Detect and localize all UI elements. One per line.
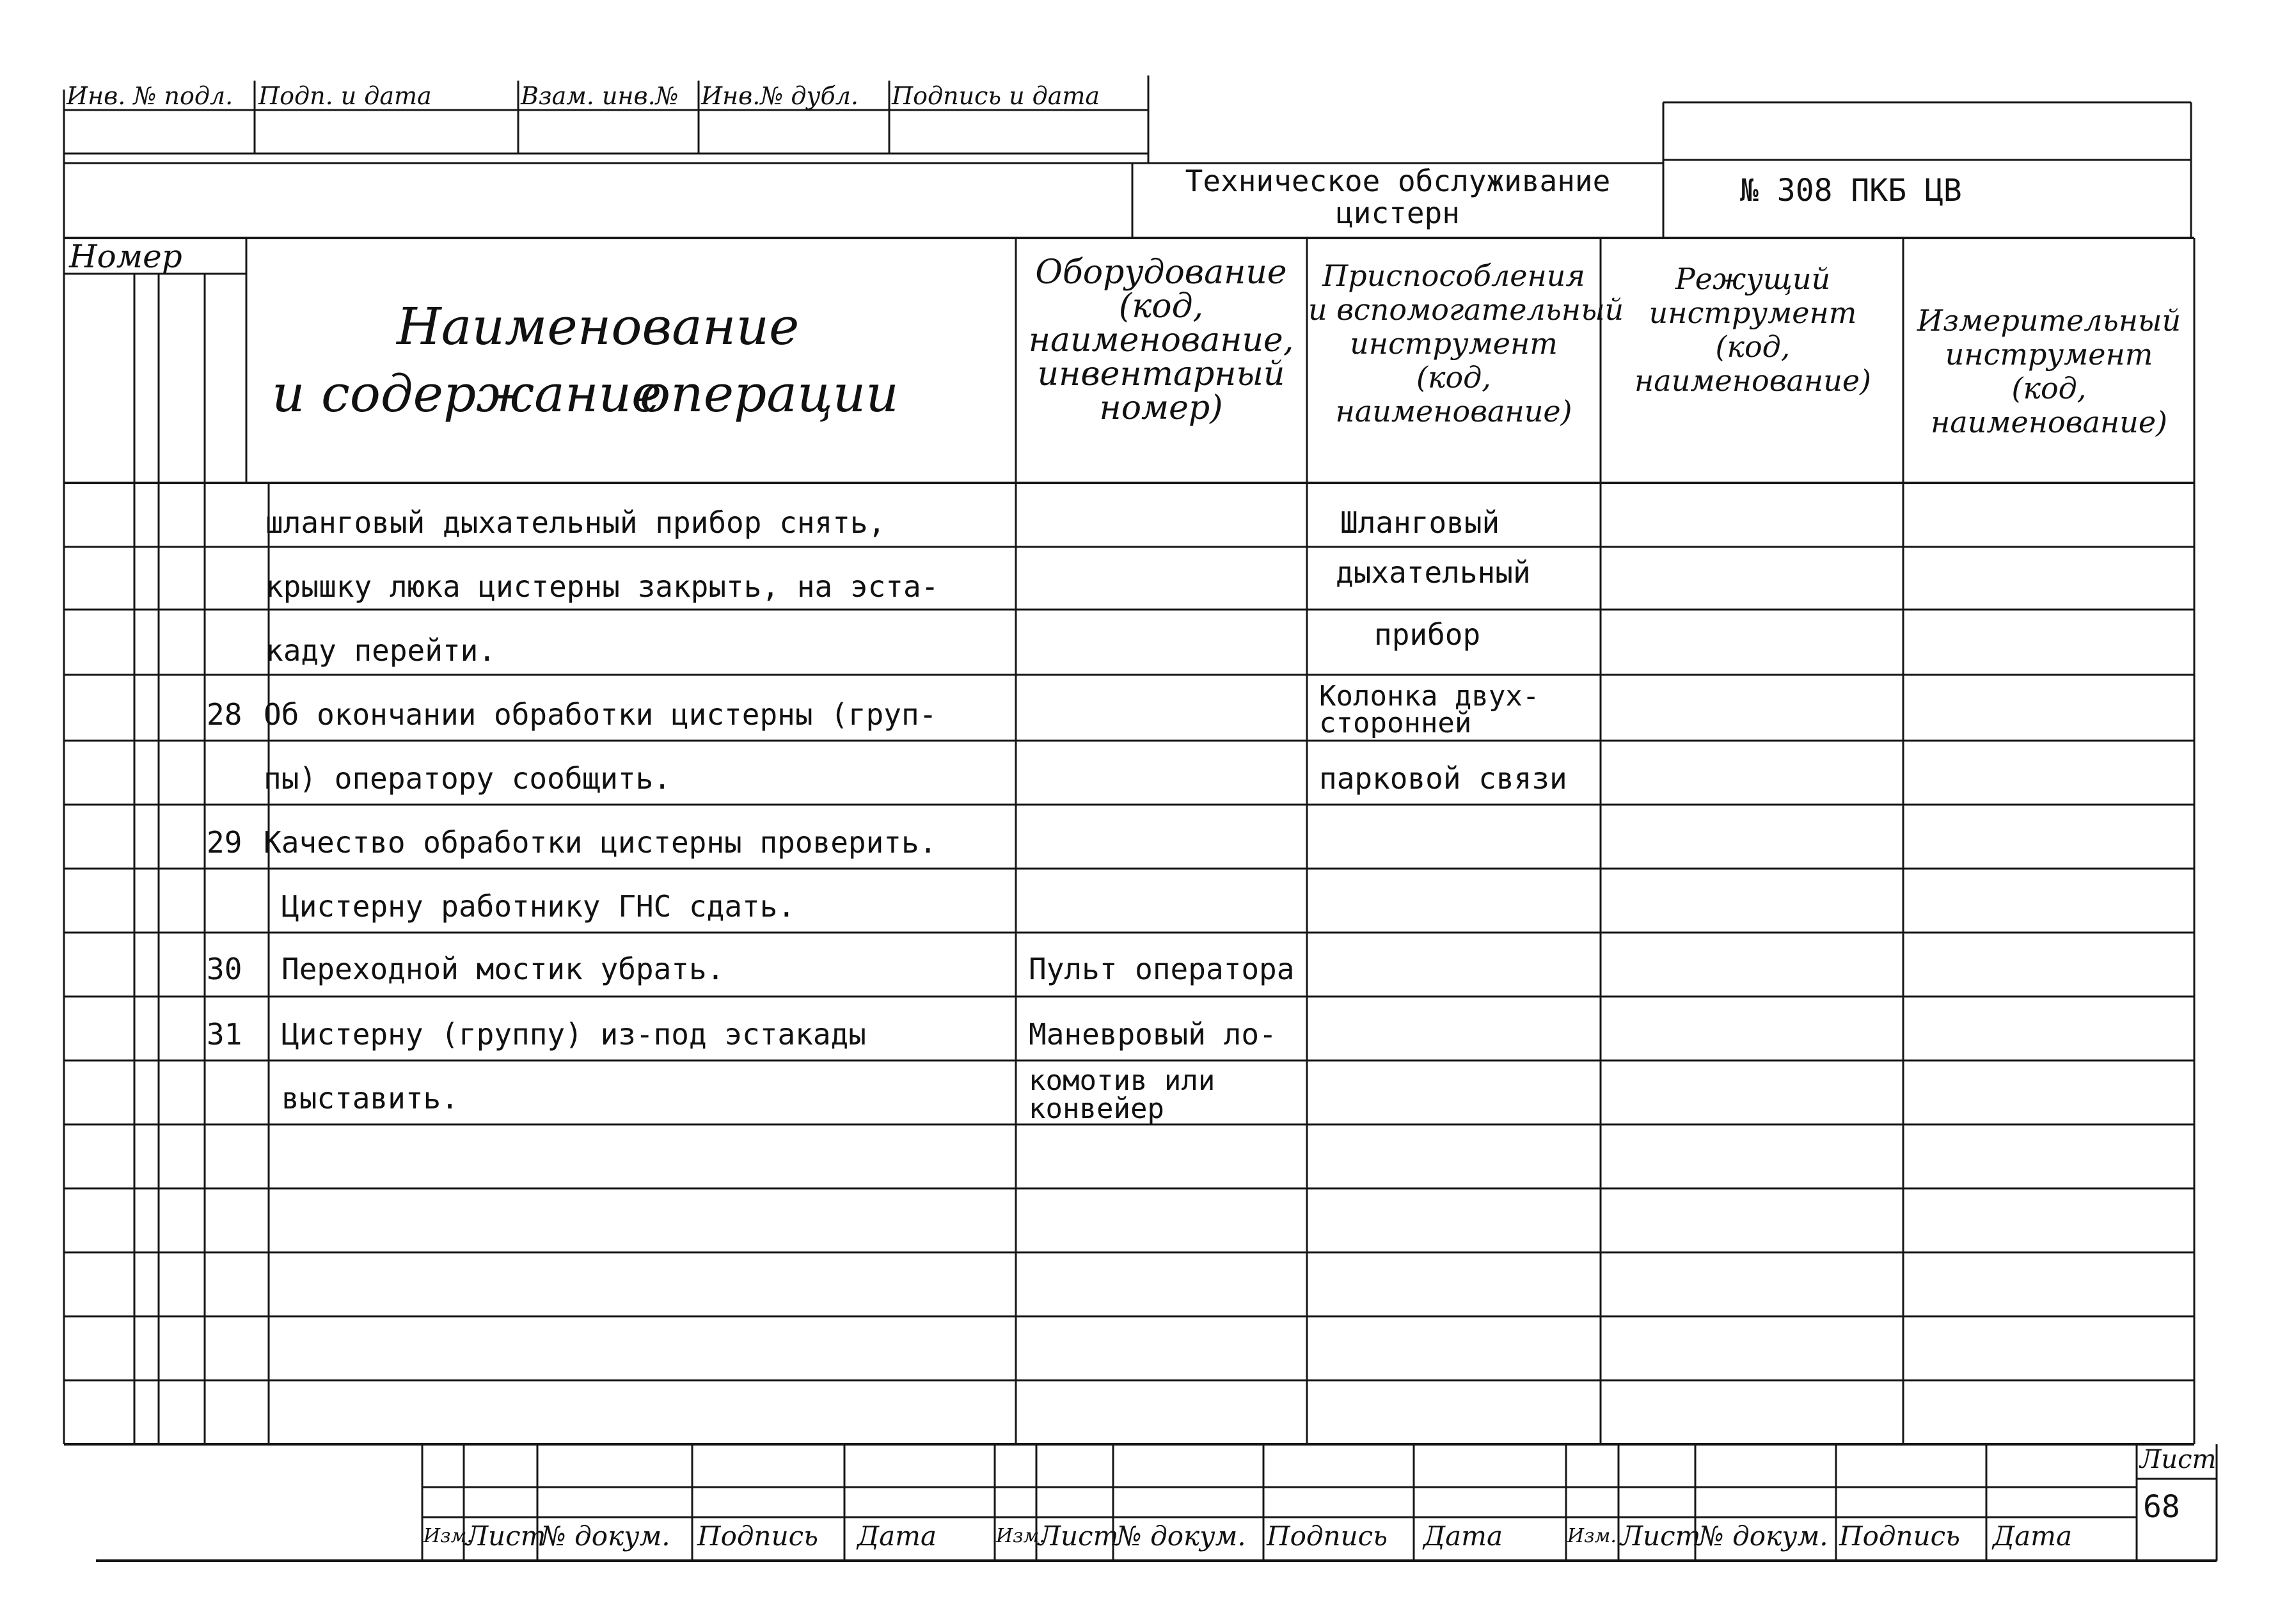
row-text: Качество обработки цистерны проверить.	[264, 825, 937, 860]
row-text: Об окончании обработки цистерны (груп-	[264, 697, 937, 732]
row-text: крышку люка цистерны закрыть, на эста-	[265, 569, 939, 604]
cutting-h3: наименование)	[1634, 363, 1871, 398]
row-equipment: Маневровый ло-	[1029, 1017, 1277, 1052]
row-equipment-line1: комотив или	[1029, 1064, 1215, 1097]
col-fixtures-header	[1308, 258, 1624, 429]
sheet-label: Лист	[2140, 1445, 2217, 1474]
footer-cell: Изм.	[996, 1525, 1045, 1547]
title-line-1: Техническое обслуживание	[1185, 164, 1611, 198]
row-text: Переходной мостик убрать.	[281, 952, 725, 986]
row-number: 30	[207, 952, 242, 986]
equipment-h3: инвентарный	[1037, 355, 1285, 394]
footer-cell: Подпись	[1267, 1520, 1388, 1552]
col-name-header-3: операции	[640, 364, 899, 423]
footer-cell: Лист	[466, 1520, 546, 1552]
fixtures-h2: инструмент	[1350, 326, 1558, 361]
fixtures-h4: наименование)	[1335, 393, 1572, 429]
row-text: Цистерну работнику ГНС сдать.	[281, 889, 796, 924]
row-equipment-line2: конвейер	[1029, 1092, 1164, 1125]
footer-cell: Дата	[1423, 1520, 1503, 1552]
cutting-h2: (код,	[1715, 329, 1791, 364]
cutting-h0: Режущий	[1675, 262, 1831, 296]
row-text: выставить.	[281, 1081, 459, 1116]
fixtures-h1: и вспомогательный	[1308, 292, 1624, 327]
fixtures-h0: Приспособления	[1322, 258, 1585, 293]
stamp-sign-date-2: Подпись и дата	[892, 82, 1100, 110]
fixtures-h3: (код,	[1416, 359, 1491, 395]
footer-cell: № докум.	[1698, 1520, 1828, 1552]
row-number: 31	[207, 1017, 242, 1052]
col-number-header: Номер	[69, 238, 182, 275]
col-equipment-header	[1017, 253, 1305, 428]
row-fixture: Шланговый	[1340, 505, 1500, 540]
measuring-h1: инструмент	[1945, 336, 2153, 372]
footer-cell: № докум.	[541, 1520, 670, 1552]
row-equipment: Пульт оператора	[1029, 952, 1295, 986]
document-title	[1132, 165, 1663, 229]
footer-cell: Дата	[857, 1520, 937, 1552]
row-text: шланговый дыхательный прибор снять,	[265, 505, 886, 540]
col-cutting-header	[1602, 262, 1903, 398]
row-fixture-line2: сторонней	[1319, 707, 1472, 739]
equipment-h4: номер)	[1099, 389, 1223, 428]
cutting-h1: инструмент	[1649, 295, 1857, 330]
footer-cell: Изм.	[423, 1525, 473, 1547]
stamp-inv-orig: Инв. № подл.	[67, 82, 233, 110]
equipment-h0: Оборудование	[1035, 253, 1287, 292]
footer-cell: Дата	[1993, 1520, 2073, 1552]
title-line-2: цистерн	[1336, 196, 1460, 230]
equipment-h2: наименование,	[1028, 321, 1294, 360]
col-measuring-header	[1905, 304, 2193, 439]
footer-cell: Лист	[1620, 1520, 1701, 1552]
row-fixture: прибор	[1374, 617, 1481, 652]
footer-cell: № докум.	[1116, 1520, 1246, 1552]
measuring-h3: наименование)	[1931, 404, 2167, 439]
row-fixture: дыхательный	[1336, 555, 1531, 590]
sheet-number: 68	[2143, 1489, 2180, 1525]
row-equipment	[1029, 1064, 1215, 1125]
row-fixture-line1: Колонка двух-	[1319, 680, 1540, 713]
footer-cell: Лист	[1038, 1520, 1119, 1552]
footer-cell: Изм.	[1567, 1525, 1617, 1547]
col-name-header-2: и содержание	[272, 364, 662, 423]
footer-cell: Подпись	[1839, 1520, 1961, 1552]
stamp-replace-inv: Взам. инв.№	[521, 82, 679, 110]
row-text: Цистерну (группу) из-под эстакады	[281, 1017, 866, 1052]
row-number: 28	[207, 697, 242, 732]
row-number: 29	[207, 825, 242, 860]
document-number: № 308 ПКБ ЦВ	[1740, 173, 1962, 209]
stamp-sign-date: Подп. и дата	[258, 82, 432, 110]
row-fixture	[1319, 680, 1540, 739]
stamp-inv-dup: Инв.№ дубл.	[701, 82, 859, 110]
measuring-h2: (код,	[2011, 370, 2087, 406]
row-text: каду перейти.	[265, 633, 496, 668]
row-fixture: парковой связи	[1319, 761, 1567, 796]
col-name-header-1: Наименование	[397, 297, 800, 356]
equipment-h1: (код,	[1118, 287, 1204, 326]
row-text: пы) оператору сообщить.	[264, 761, 671, 796]
measuring-h0: Измерительный	[1917, 303, 2181, 338]
footer-cell: Подпись	[697, 1520, 819, 1552]
